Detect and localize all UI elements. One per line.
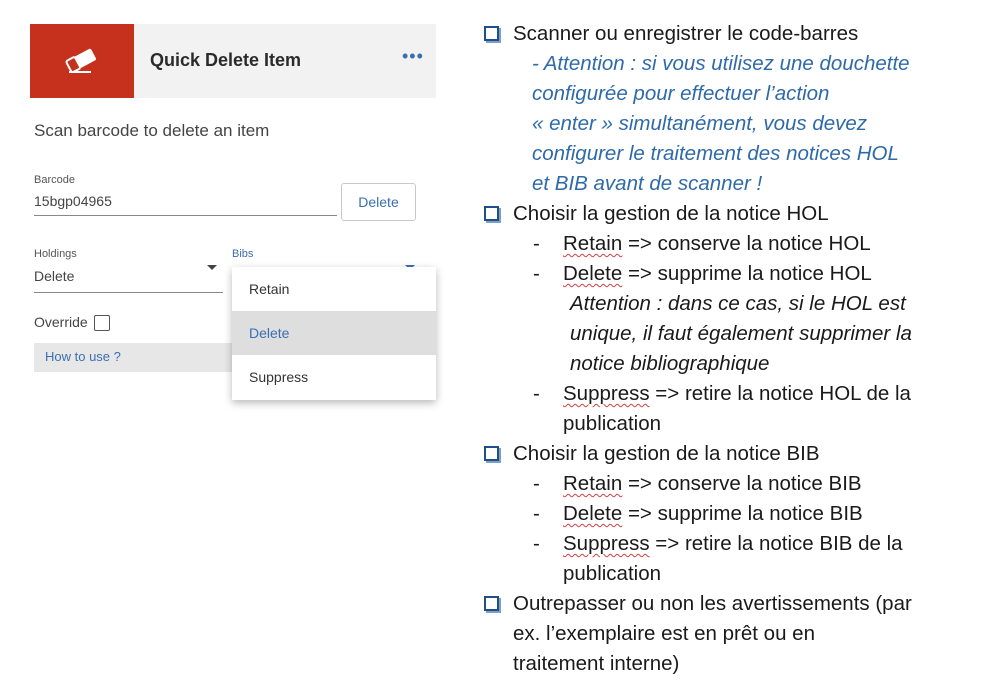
bib-suppress-item bbox=[563, 529, 903, 559]
hol-suppress-cont: publication bbox=[563, 412, 662, 435]
bib-suppress-desc: => retire la notice BIB de la bbox=[649, 532, 903, 555]
bib-retain-desc: => conserve la notice BIB bbox=[622, 472, 862, 495]
step-hol-management: Choisir la gestion de la notice HOL bbox=[513, 202, 829, 225]
hol-suppress-desc: => retire la notice HOL de la bbox=[649, 382, 911, 405]
step-bib-management: Choisir la gestion de la notice BIB bbox=[513, 442, 820, 465]
hol-suppress-key: Suppress bbox=[563, 382, 650, 405]
scan-title: Scan barcode to delete an item bbox=[34, 121, 270, 140]
hol-delete-desc: => supprime la notice HOL bbox=[622, 262, 872, 285]
bib-retain-item bbox=[563, 469, 862, 499]
checkbox-bullet-icon bbox=[484, 596, 499, 611]
scan-warning-line-2: configurée pour effectuer l’action bbox=[532, 82, 830, 105]
scan-warning-line-4: configurer le traitement des notices HOL bbox=[532, 142, 899, 165]
how-to-use-link[interactable]: How to use ? bbox=[45, 349, 121, 364]
scan-warning-line-5: et BIB avant de scanner ! bbox=[532, 172, 763, 195]
holdings-label: Holdings bbox=[34, 248, 77, 260]
checkbox-bullet-icon bbox=[484, 446, 499, 461]
holdings-select[interactable]: Delete bbox=[34, 268, 75, 284]
scan-warning-line-1: - Attention : si vous utilisez une douchette bbox=[532, 52, 910, 75]
hol-warning-line-1: Attention : dans ce cas, si le HOL est bbox=[570, 292, 906, 315]
bib-delete-key: Delete bbox=[563, 502, 623, 525]
checkbox-bullet-icon bbox=[484, 26, 499, 41]
dash-bullet: - bbox=[533, 262, 540, 285]
hol-delete-key: Delete bbox=[563, 262, 623, 285]
widget-title: Quick Delete Item bbox=[150, 50, 302, 70]
dash-bullet: - bbox=[533, 382, 540, 405]
hol-warning-line-2: unique, il faut également supprimer la bbox=[570, 322, 912, 345]
bibs-label: Bibs bbox=[232, 248, 254, 260]
dash-bullet: - bbox=[533, 472, 540, 495]
barcode-label: Barcode bbox=[34, 174, 75, 186]
more-options-icon[interactable]: ••• bbox=[402, 46, 424, 66]
hol-retain-item bbox=[563, 229, 871, 259]
bib-suppress-key: Suppress bbox=[563, 532, 650, 555]
step-scan-barcode: Scanner ou enregistrer le code-barres bbox=[513, 22, 859, 45]
dash-bullet: - bbox=[533, 502, 540, 525]
hol-retain-desc: => conserve la notice HOL bbox=[622, 232, 871, 255]
hol-warning-line-3: notice bibliographique bbox=[570, 352, 770, 375]
bibs-option-suppress[interactable]: Suppress bbox=[249, 369, 309, 385]
delete-button[interactable]: Delete bbox=[341, 183, 416, 221]
barcode-input[interactable]: 15bgp04965 bbox=[34, 193, 112, 209]
scan-warning-line-3: « enter » simultanément, vous devez bbox=[532, 112, 868, 135]
bib-retain-key: Retain bbox=[563, 472, 623, 495]
step-override-line-1: Outrepasser ou non les avertissements (par bbox=[513, 592, 912, 615]
bibs-option-retain[interactable]: Retain bbox=[249, 281, 290, 297]
step-override-line-3: traitement interne) bbox=[513, 652, 680, 675]
hol-suppress-item bbox=[563, 379, 911, 409]
bib-delete-item bbox=[563, 499, 863, 529]
bib-suppress-cont: publication bbox=[563, 562, 662, 585]
override-label: Override bbox=[34, 314, 88, 330]
hol-delete-item bbox=[563, 259, 872, 289]
bibs-option-delete[interactable]: Delete bbox=[232, 311, 436, 355]
dash-bullet: - bbox=[533, 232, 540, 255]
dash-bullet: - bbox=[533, 532, 540, 555]
step-override-line-2: ex. l’exemplaire est en prêt ou en bbox=[513, 622, 815, 645]
bib-delete-desc: => supprime la notice BIB bbox=[622, 502, 863, 525]
checkbox-bullet-icon bbox=[484, 206, 499, 221]
hol-retain-key: Retain bbox=[563, 232, 623, 255]
